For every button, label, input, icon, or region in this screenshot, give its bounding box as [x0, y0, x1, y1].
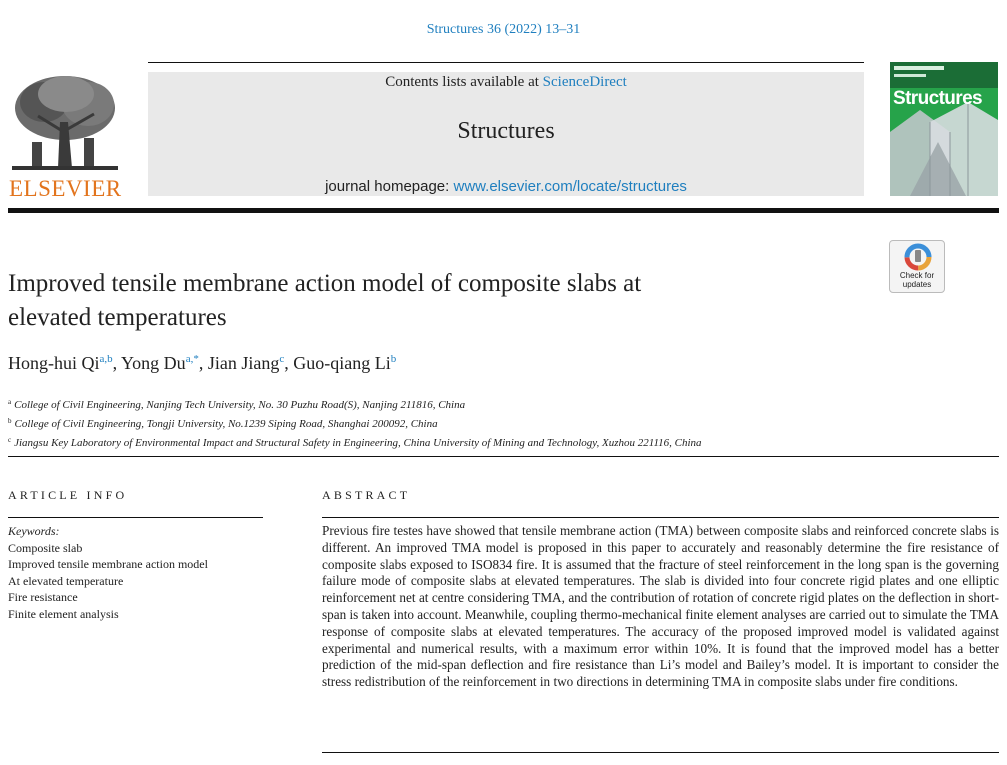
keyword-item: At elevated temperature	[8, 573, 124, 588]
corresponding-author-mark[interactable]: *	[193, 353, 199, 365]
author-name[interactable]: Hong-hui Qi	[8, 353, 100, 373]
contents-prefix: Contents lists available at	[385, 74, 543, 90]
author-separator: ,	[198, 353, 208, 373]
abstract-heading: ABSTRACT	[322, 488, 411, 502]
article-info-heading: ARTICLE INFO	[8, 488, 128, 502]
affiliation-key: c	[8, 436, 12, 444]
check-updates-line1: Check for	[899, 271, 935, 280]
affiliation-key: b	[8, 417, 12, 425]
article-title-line2: elevated temperatures	[8, 304, 227, 331]
author-separator: ,	[112, 353, 121, 373]
affiliation-item	[8, 413, 702, 432]
author-separator: ,	[284, 353, 294, 373]
sciencedirect-link[interactable]: ScienceDirect	[542, 74, 627, 90]
journal-homepage-line	[148, 178, 864, 195]
article-title	[8, 267, 868, 335]
author-name[interactable]: Guo-qiang Li	[293, 353, 391, 373]
author-affiliation-ref[interactable]: a,b	[99, 353, 113, 365]
author-name[interactable]: Jian Jiang	[207, 353, 280, 373]
keyword-item: Composite slab	[8, 541, 83, 555]
affiliation-list	[8, 394, 702, 451]
journal-masthead	[148, 72, 864, 196]
affiliation-text: Jiangsu Key Laboratory of Environmental Impact and Structural Safety in Engineering, China University of Mining and Technology, Xuzhou 221116, China	[14, 437, 702, 449]
elsevier-wordmark: ELSEVIER	[9, 176, 122, 201]
author-list	[8, 353, 396, 374]
homepage-prefix: journal homepage:	[325, 178, 454, 195]
abstract-bottom-rule	[322, 752, 999, 753]
affiliation-rule	[8, 456, 999, 457]
journal-title: Structures	[457, 118, 555, 144]
journal-cover-image[interactable]	[890, 62, 998, 196]
author-affiliation-ref[interactable]: b	[390, 353, 397, 365]
keyword-item: Fire resistance	[8, 590, 78, 605]
check-updates-icon	[890, 241, 946, 275]
author-affiliation-keys[interactable]: a,	[185, 353, 194, 365]
journal-homepage-link[interactable]: www.elsevier.com/locate/structures	[453, 178, 687, 195]
check-updates-line2: updates	[902, 280, 932, 289]
author-affiliation-ref[interactable]	[186, 353, 199, 365]
author-affiliation-ref[interactable]: c	[279, 353, 285, 365]
header-thick-rule	[8, 208, 999, 213]
author-name[interactable]: Yong Du	[120, 353, 186, 373]
affiliation-text: College of Civil Engineering, Nanjing Tech University, No. 30 Puzhu Road(S), Nanjing 211816, China	[14, 399, 466, 411]
check-updates-label	[890, 271, 944, 289]
article-title-line1: Improved tensile membrane action model of composite slabs at	[8, 270, 642, 297]
affiliation-item	[8, 432, 702, 451]
abstract-rule	[322, 517, 999, 518]
affiliation-key: a	[8, 398, 12, 406]
keyword-list	[8, 540, 208, 622]
header-top-rule	[148, 62, 864, 63]
keyword-item: Finite element analysis	[8, 606, 119, 621]
abstract-body: Previous fire testes have showed that tensile membrane action (TMA) between composite slabs and reinforced concrete slabs is different. An improved TMA model is proposed in this paper to accurately and reasonably determine the fire resistance of composite slabs exposed to ISO834 fire. It is assumed that the fracture of steel reinforcement in the long span is the governing failure mode of composite slabs at elevated temperatures. The slab is divided into four concrete rigid plates and one elliptic reinforcement net at centre considering TMA, and the contribution of rotation of concrete rigid plates on the deflection in short-span is taken into account. Meanwhile, coupling thermo-mechanical finite element analyses are carried out to simulate the TMA response of composite slabs at elevated temperatures. The accuracy of the proposed improved model is validated against experimental and numerical results, with a maximum error within 10%. It is found that the improved model has a better prediction of the mid-span deflection and fire resistance than Li’s model and Bailey’s model. It is important to consider the stress redistribution of the reinforcement in two directions in determining TMA in composite slabs under fire conditions.	[322, 523, 999, 690]
cover-artwork	[890, 62, 998, 196]
article-info-rule	[8, 517, 263, 518]
keyword-item: Improved tensile membrane action model	[8, 557, 208, 572]
contents-line	[148, 74, 864, 91]
affiliation-item	[8, 394, 702, 413]
keywords-label: Keywords:	[8, 524, 60, 538]
affiliation-text: College of Civil Engineering, Tongji University, No.1239 Siping Road, Shanghai 200092, China	[14, 418, 438, 430]
journal-citation[interactable]: Structures 36 (2022) 13–31	[426, 22, 581, 37]
cover-title: Structures	[893, 88, 983, 109]
check-for-updates-button[interactable]	[889, 240, 945, 293]
